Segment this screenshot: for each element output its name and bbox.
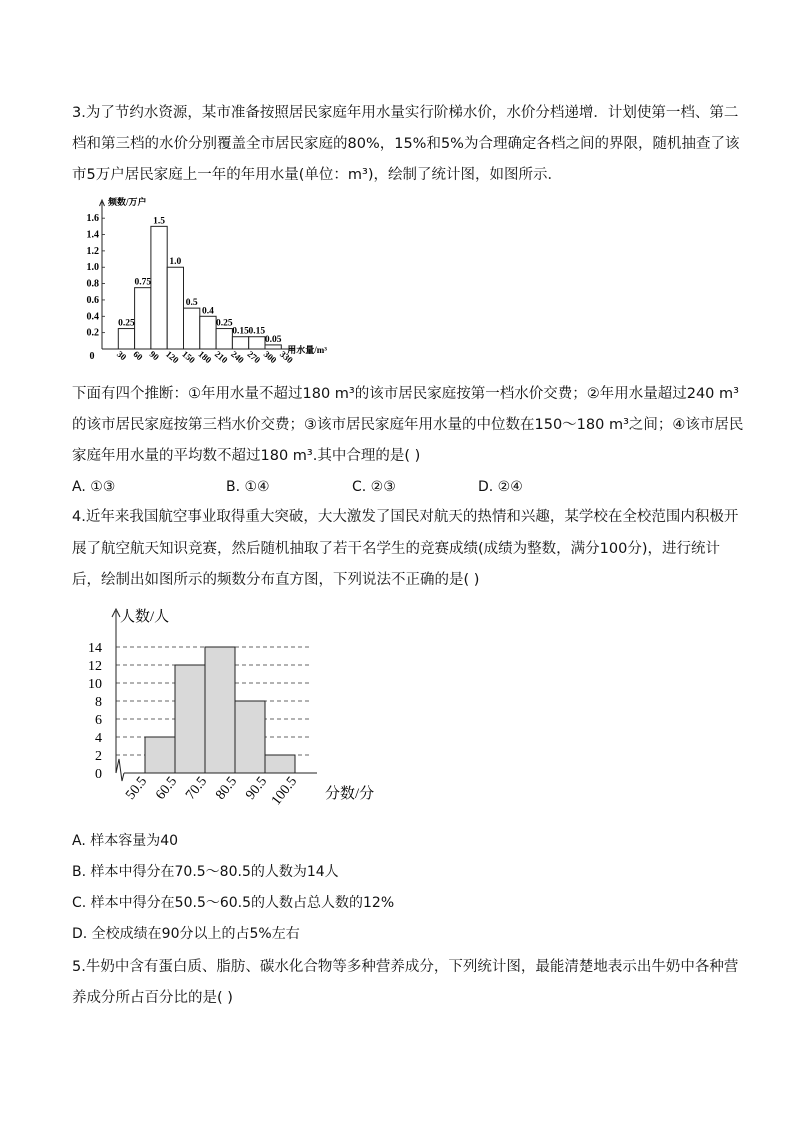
bar-value-label: 0.15 [248, 326, 266, 337]
x-tick-label: 50.5 [123, 774, 151, 803]
y-tick-label: 0.4 [86, 311, 99, 323]
q3-option-a[interactable]: A. ①③ [72, 479, 116, 495]
y-tick-label: 1.6 [86, 213, 99, 225]
q3-option-c[interactable]: C. ②③ [352, 479, 396, 495]
histogram-bar [265, 755, 295, 773]
histogram-bar [151, 226, 167, 349]
x-tick-label: 120 [163, 348, 181, 366]
histogram-bar [205, 647, 235, 773]
x-tick-label: 60.5 [153, 774, 181, 803]
histogram-bar [232, 337, 248, 349]
q3-line-2: 档和第三档的水价分别覆盖全市居民家庭的80%，15%和5%为合理确定各档之间的界限，随机抽查了该 [72, 136, 740, 152]
histogram-bar [135, 288, 151, 349]
q5-line-1: 5.牛奶中含有蛋白质、脂肪、碳水化合物等多种营养成分，下列统计图，最能清楚地表示出牛奶中各种营 [72, 959, 739, 975]
water-usage-histogram [72, 196, 328, 368]
histogram-bar [145, 737, 175, 773]
q4-line-1: 4.近年来我国航空事业取得重大突破，大大激发了国民对航天的热情和兴趣，某学校在全校范围内积极开 [72, 509, 739, 525]
histogram-bar [167, 267, 183, 349]
x-tick-label: 90 [147, 348, 161, 363]
histogram-bar [200, 316, 216, 349]
axis-break-icon [116, 759, 124, 781]
histogram-bar [216, 329, 232, 349]
q4-option-c[interactable]: C. 样本中得分在50.5～60.5的人数占总人数的12% [72, 895, 395, 911]
x-tick-label: 300 [261, 348, 279, 366]
histogram-bar [184, 308, 200, 349]
x-axis-label: 分数/分 [325, 786, 375, 802]
histogram-bar [118, 329, 134, 349]
q4-line-2: 展了航空航天知识竞赛，然后随机抽取了若干名学生的竞赛成绩(成绩为整数，满分100分)，进行统计 [72, 541, 720, 557]
bar-value-label: 0.15 [232, 326, 249, 337]
q3-option-b[interactable]: B. ①④ [226, 479, 270, 495]
x-tick-label: 150 [180, 348, 197, 366]
bar-value-label: 0.75 [134, 277, 152, 288]
x-tick-label: 70.5 [183, 774, 211, 803]
bar-value-label: 0.05 [264, 334, 282, 345]
q3-line-5: 的该市居民家庭按第三档水价交费；③该市居民家庭年用水量的中位数在150～180 m³之间；④该市居民 [72, 417, 744, 433]
q4-option-b[interactable]: B. 样本中得分在70.5～80.5的人数为14人 [72, 864, 339, 880]
q4-option-a[interactable]: A. 样本容量为40 [72, 833, 179, 849]
origin-label: 0 [89, 351, 95, 362]
y-tick-label: 6 [95, 713, 102, 728]
q3-option-d[interactable]: D. ②④ [478, 479, 523, 495]
x-tick-label: 90.5 [243, 774, 271, 803]
x-tick-label: 100.5 [268, 774, 301, 809]
histogram-bar [175, 665, 205, 773]
x-tick-label: 270 [245, 348, 263, 366]
q3-line-1: 3.为了节约水资源，某市准备按照居民家庭年用水量实行阶梯水价，水价分档递增．计划使第一档、第二 [72, 105, 739, 121]
q3-line-3: 市5万户居民家庭上一年的年用水量(单位：m³)，绘制了统计图，如图所示． [72, 167, 562, 183]
y-tick-label: 14 [88, 641, 102, 656]
q4-option-d[interactable]: D. 全校成绩在90分以上的占5%左右 [72, 926, 300, 942]
bar-value-label: 0.4 [202, 306, 214, 317]
y-axis-label: 人数/人 [120, 609, 170, 625]
q4-line-3: 后，绘制出如图所示的频数分布直方图，下列说法不正确的是( ) [72, 572, 480, 588]
histogram-bar [235, 701, 265, 773]
x-tick-label: 60 [131, 348, 145, 363]
x-tick-label: 240 [229, 348, 246, 366]
x-tick-label: 80.5 [213, 774, 241, 803]
y-tick-label: 10 [88, 677, 102, 692]
x-tick-label: 210 [212, 348, 230, 366]
y-tick-label: 1.2 [86, 245, 99, 257]
bar-value-label: 1.0 [169, 257, 182, 268]
bar-value-label: 0.25 [118, 318, 135, 329]
x-axis-label: 用水量/m³ [287, 345, 328, 355]
score-histogram [72, 601, 402, 819]
y-tick-label: 2 [95, 749, 102, 764]
y-axis-label: 频数/万户 [108, 197, 147, 207]
histogram-bar [249, 337, 265, 349]
y-tick-label: 1.0 [86, 262, 99, 274]
y-tick-label: 0.8 [86, 278, 99, 290]
y-tick-label: 12 [88, 659, 102, 674]
q3-line-4: 下面有四个推断：①年用水量不超过180 m³的该市居民家庭按第一档水价交费；②年用水量超过240 m³ [72, 386, 739, 402]
y-tick-label: 1.4 [86, 229, 99, 241]
x-tick-label: 180 [196, 348, 214, 366]
q3-line-6: 家庭年用水量的平均数不超过180 m³.其中合理的是( ) [72, 448, 421, 464]
y-tick-label: 8 [95, 695, 102, 710]
q5-line-2: 养成分所占百分比的是( ) [72, 990, 233, 1006]
bar-value-label: 0.5 [185, 298, 198, 309]
y-tick-label: 4 [95, 731, 102, 746]
x-tick-label: 330 [278, 348, 295, 366]
bar-value-label: 1.5 [153, 216, 165, 227]
x-tick-label: 30 [115, 348, 129, 363]
y-tick-label: 0.2 [86, 327, 99, 339]
bar-value-label: 0.25 [215, 318, 233, 329]
y-tick-label: 0 [95, 767, 102, 782]
y-tick-label: 0.6 [86, 294, 99, 306]
